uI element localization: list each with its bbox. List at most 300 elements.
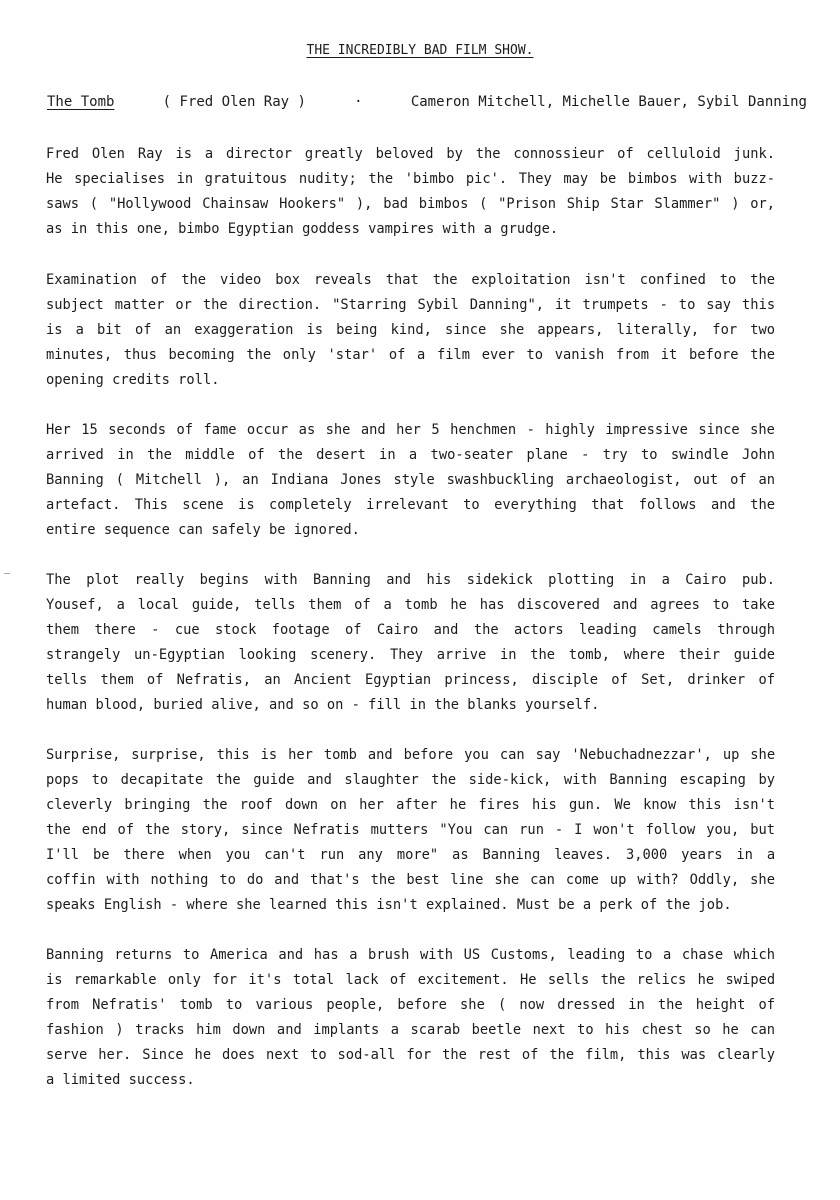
word: Ray — [137, 146, 163, 162]
film-cast: Cameron Mitchell, Michelle Bauer, Sybil Danning — [410, 94, 807, 110]
word: Set, — [641, 672, 675, 688]
paragraph-line — [46, 493, 775, 518]
word: the — [473, 622, 499, 638]
word: ) — [115, 1022, 124, 1038]
word: Examination — [46, 272, 137, 288]
word: the — [368, 171, 394, 187]
word: the — [657, 997, 683, 1013]
word: appears, — [537, 322, 604, 338]
word: matter — [114, 297, 165, 313]
paragraph-line — [46, 142, 775, 167]
paragraph-line — [46, 468, 775, 493]
word: highly — [545, 422, 595, 438]
word: before — [403, 747, 454, 763]
word: his — [532, 797, 557, 813]
word: guide, — [191, 597, 242, 613]
word: lack — [345, 972, 379, 988]
word: ( — [479, 196, 488, 212]
word: the — [202, 297, 228, 313]
word: an — [242, 472, 259, 488]
word: fame — [203, 422, 237, 438]
word: thus — [123, 347, 157, 363]
word: Oddly, — [689, 872, 740, 888]
word: arrive — [436, 647, 487, 663]
word: from — [615, 347, 650, 363]
word: an — [164, 322, 182, 338]
word: the — [215, 772, 241, 788]
word: vanish — [554, 347, 605, 363]
paragraph-line — [46, 668, 775, 693]
word: there — [94, 622, 136, 638]
word: the — [475, 146, 501, 162]
paragraph-line — [46, 968, 775, 993]
word: connossieur — [513, 146, 605, 162]
word: them — [46, 622, 80, 638]
word: come — [565, 872, 599, 888]
word: America — [209, 947, 268, 963]
word: line — [450, 872, 484, 888]
word: occur — [246, 422, 289, 438]
word: them — [308, 597, 342, 613]
word: exploitation — [471, 272, 571, 288]
word: being — [336, 322, 378, 338]
word: leaves. — [554, 847, 613, 863]
word: gratuitous — [204, 171, 288, 187]
word: local — [137, 597, 180, 613]
word: in — [629, 572, 647, 588]
word: on — [330, 797, 347, 813]
word: run — [319, 847, 345, 863]
word: to — [91, 772, 109, 788]
word: disciple — [531, 672, 599, 688]
word: is — [306, 322, 324, 338]
paragraph-line — [46, 192, 775, 217]
word: the — [370, 872, 396, 888]
word: to — [635, 947, 653, 963]
word: of — [758, 672, 775, 688]
paragraph-line — [46, 268, 775, 293]
word: relics — [636, 972, 687, 988]
word: Egyptian — [365, 672, 432, 688]
word: 'Nebuchadnezzar', — [571, 747, 712, 763]
word: leading — [578, 622, 637, 638]
margin-mark — [4, 573, 10, 574]
word: John — [742, 447, 776, 463]
paragraph-line: as in this one, bimbo Egyptian goddess vampires with a grudge. — [46, 221, 559, 237]
word: of — [248, 447, 265, 463]
word: through — [717, 622, 776, 638]
word: pub. — [741, 572, 776, 588]
word: of — [117, 822, 135, 838]
paragraph-line — [46, 418, 775, 443]
word: with? — [637, 872, 679, 888]
word: down — [232, 1022, 266, 1038]
word: video — [219, 272, 262, 288]
word: and — [307, 772, 332, 788]
word: the — [750, 497, 776, 513]
word: plot — [86, 572, 120, 588]
word: that's — [310, 872, 360, 888]
word: her — [396, 422, 421, 438]
word: know — [643, 797, 677, 813]
word: best — [406, 872, 440, 888]
word: Banning — [609, 772, 668, 788]
word: - — [659, 297, 668, 313]
word: confined — [639, 272, 706, 288]
word: scenery. — [310, 647, 377, 663]
word: you, — [706, 822, 740, 838]
word: in — [379, 447, 396, 463]
word: try — [602, 447, 628, 463]
word: bimbos — [627, 171, 678, 187]
word: her — [288, 747, 313, 763]
word: say — [535, 747, 561, 763]
word: the — [246, 347, 272, 363]
word: scene — [182, 497, 224, 513]
word: she — [499, 322, 525, 338]
word: trumpets — [582, 297, 649, 313]
word: for — [712, 322, 738, 338]
word: the — [432, 272, 458, 288]
paragraph — [46, 418, 790, 543]
word: or — [175, 297, 192, 313]
paragraph — [46, 142, 790, 242]
word: tomb — [323, 747, 357, 763]
word: them — [100, 672, 134, 688]
word: take — [741, 597, 776, 613]
word: literally, — [616, 322, 700, 338]
paragraph-line — [46, 743, 775, 768]
word: the — [750, 272, 776, 288]
word: 15 — [81, 422, 98, 438]
word: Ancient — [293, 672, 352, 688]
word: be — [599, 171, 617, 187]
word: Nefratis, — [176, 672, 251, 688]
paragraph-line — [46, 943, 775, 968]
word: to — [719, 272, 737, 288]
word: the — [600, 972, 626, 988]
word: a — [349, 947, 358, 963]
word: by — [758, 772, 775, 788]
word: the — [277, 447, 303, 463]
word: stock — [215, 622, 257, 638]
word: ( — [497, 997, 507, 1013]
word: fires — [478, 797, 520, 813]
word: any — [358, 847, 383, 863]
word: and — [711, 497, 736, 513]
word: "Prison — [498, 196, 556, 212]
word: I'll — [46, 847, 80, 863]
word: Banning — [313, 572, 371, 588]
film-director: ( Fred Olen Ray ) — [162, 94, 306, 110]
word: footage — [271, 622, 330, 638]
word: henchmen — [450, 422, 517, 438]
word: of — [150, 272, 168, 288]
word: she — [494, 872, 520, 888]
word: Sybil — [417, 297, 459, 313]
word: by — [446, 146, 463, 162]
word: desert — [316, 447, 366, 463]
word: next — [532, 1022, 566, 1038]
title-text: THE INCREDIBLY BAD FILM SHOW. — [306, 43, 534, 58]
word: to — [219, 872, 236, 888]
word: may — [563, 171, 589, 187]
word: cue — [174, 622, 200, 638]
word: the — [530, 647, 555, 663]
film-title: The Tomb — [47, 94, 115, 110]
word: becoming — [168, 347, 235, 363]
word: leading — [567, 947, 626, 963]
word: more" — [396, 847, 439, 863]
word: exaggeration — [194, 322, 294, 338]
word: this — [742, 297, 776, 313]
word: is — [46, 322, 63, 338]
word: tomb, — [568, 647, 611, 663]
paragraph-line — [46, 1018, 775, 1043]
word: say — [706, 297, 732, 313]
word: pops — [46, 772, 80, 788]
word: total — [292, 972, 335, 988]
word: style — [393, 472, 435, 488]
word: Olen — [91, 146, 125, 162]
word: Cairo — [376, 622, 419, 638]
word: and — [612, 597, 638, 613]
word: is — [238, 497, 255, 513]
word: but — [750, 822, 775, 838]
word: up — [609, 872, 627, 888]
paragraph-line: opening credits roll. — [46, 372, 220, 388]
word: a — [390, 1022, 400, 1038]
word: rest — [477, 1047, 511, 1063]
word: surprise, — [131, 747, 206, 763]
word: has — [313, 947, 339, 963]
word: completely — [269, 497, 352, 513]
word: she — [750, 422, 775, 438]
word: follow — [645, 822, 696, 838]
word: bit — [97, 322, 122, 338]
word: can't — [264, 847, 306, 863]
paragraph-line — [46, 768, 775, 793]
word: subject — [46, 297, 104, 313]
word: next — [266, 1047, 300, 1063]
word: US — [463, 947, 481, 963]
word: of — [617, 146, 634, 162]
word: and — [276, 1022, 302, 1038]
word: isn't — [733, 797, 776, 813]
word: which — [733, 947, 776, 963]
word: of — [521, 1047, 539, 1063]
word: out — [693, 472, 719, 488]
word: artefact. — [46, 497, 121, 513]
word: when — [178, 847, 212, 863]
word: Surprise, — [46, 747, 121, 763]
word: specialises — [74, 171, 165, 187]
word: do — [246, 872, 264, 888]
word: there — [123, 847, 165, 863]
word: in — [628, 997, 645, 1013]
word: direction. — [238, 297, 322, 313]
word: her — [359, 797, 384, 813]
word: un-Egyptian — [134, 647, 225, 663]
word: returns — [114, 947, 173, 963]
word: he — [450, 597, 467, 613]
word: a — [383, 597, 392, 613]
word: of — [730, 472, 747, 488]
word: decapitate — [120, 772, 204, 788]
word: Customs, — [490, 947, 557, 963]
word: Nefratis — [293, 822, 360, 838]
paragraph — [46, 743, 790, 918]
word: - — [151, 622, 160, 638]
word: gun. — [569, 797, 603, 813]
word: of — [146, 672, 164, 688]
word: "Hollywood — [108, 196, 192, 212]
word: guide — [733, 647, 776, 663]
word: people, — [326, 997, 385, 1013]
word: after — [396, 797, 438, 813]
word: ), — [355, 196, 373, 212]
word: box — [275, 272, 301, 288]
word: Since — [142, 1047, 184, 1063]
word: director — [225, 146, 293, 162]
word: Yousef, — [46, 597, 104, 613]
word: swindle — [670, 447, 729, 463]
word: this — [637, 1047, 671, 1063]
word: him — [196, 1022, 221, 1038]
word: a — [408, 447, 418, 463]
word: swashbuckling — [446, 472, 555, 488]
word: camels — [652, 622, 702, 638]
word: isn't — [584, 272, 626, 288]
word: Ship — [566, 196, 600, 212]
paragraph-line — [46, 593, 775, 618]
word: since — [698, 422, 740, 438]
word: the — [202, 797, 228, 813]
word: of — [134, 322, 152, 338]
paragraph-line — [46, 568, 775, 593]
paragraph-line: speaks English - where she learned this isn't explained. Must be a perk of the job. — [46, 897, 732, 913]
word: two — [750, 322, 776, 338]
word: the — [46, 822, 71, 838]
paragraph-line — [46, 167, 775, 192]
word: Fred — [46, 146, 80, 162]
word: and — [360, 422, 386, 438]
paragraph — [46, 568, 790, 718]
word: excitement. — [417, 972, 509, 988]
word: it — [660, 347, 678, 363]
word: 'star' — [327, 347, 378, 363]
word: arrived — [46, 447, 104, 463]
word: be — [92, 847, 110, 863]
word: you — [464, 747, 489, 763]
word: is — [175, 146, 192, 162]
document-title — [0, 43, 840, 58]
word: to — [640, 447, 658, 463]
word: can — [530, 872, 555, 888]
word: he — [722, 1022, 739, 1038]
word: looking — [238, 647, 297, 663]
word: He — [520, 972, 537, 988]
word: irrelevant — [366, 497, 449, 513]
word: with — [419, 947, 454, 963]
word: only — [282, 347, 316, 363]
word: coffin — [46, 872, 96, 888]
word: as — [452, 847, 469, 863]
word: agrees — [650, 597, 700, 613]
word: chase — [681, 947, 724, 963]
word: sod-all — [337, 1047, 396, 1063]
word: to — [225, 997, 243, 1013]
word: a — [766, 847, 776, 863]
word: nudity; — [298, 171, 357, 187]
word: We — [614, 797, 631, 813]
word: is — [260, 747, 278, 763]
word: plane — [526, 447, 568, 463]
word: brush — [368, 947, 410, 963]
word: They — [518, 171, 552, 187]
word: up — [722, 747, 740, 763]
word: an — [264, 672, 281, 688]
paragraph-line — [46, 843, 775, 868]
word: junk. — [733, 146, 775, 162]
word: chest — [641, 1022, 683, 1038]
word: she — [460, 997, 485, 1013]
paragraph-line — [46, 993, 775, 1018]
word: nothing — [150, 872, 209, 888]
word: clearly — [717, 1047, 775, 1063]
word: the — [549, 1047, 575, 1063]
paragraph-line — [46, 343, 775, 368]
word: strangely — [46, 647, 121, 663]
word: Banning — [46, 472, 104, 488]
paragraph — [46, 943, 790, 1093]
word: everything — [494, 497, 577, 513]
word: middle — [185, 447, 235, 463]
word: Banning — [482, 847, 541, 863]
word: he — [449, 797, 467, 813]
film-subheading — [47, 94, 807, 110]
word: so — [694, 1022, 711, 1038]
word: impressive — [605, 422, 688, 438]
word: down — [285, 797, 319, 813]
word: - — [554, 822, 564, 838]
word: is — [46, 972, 63, 988]
paragraph-line — [46, 1043, 775, 1068]
word: he — [697, 972, 715, 988]
word: Hookers" — [279, 196, 346, 212]
paragraph-line: entire sequence can safely be ignored. — [46, 522, 360, 538]
word: various — [255, 997, 314, 1013]
word: a — [417, 347, 426, 363]
word: "Starring — [332, 297, 407, 313]
word: story, — [180, 822, 231, 838]
word: a — [661, 572, 670, 588]
word: to — [182, 947, 200, 963]
word: for — [212, 972, 238, 988]
word: The — [46, 572, 71, 588]
word: to — [678, 297, 696, 313]
word: 5 — [431, 422, 440, 438]
word: has — [479, 597, 505, 613]
word: dressed — [557, 997, 616, 1013]
word: tracks — [135, 1022, 185, 1038]
word: of — [389, 972, 407, 988]
word: minutes, — [46, 347, 113, 363]
word: Indiana — [270, 472, 329, 488]
word: a — [116, 597, 125, 613]
word: his — [605, 1022, 630, 1038]
paragraph — [46, 268, 790, 393]
